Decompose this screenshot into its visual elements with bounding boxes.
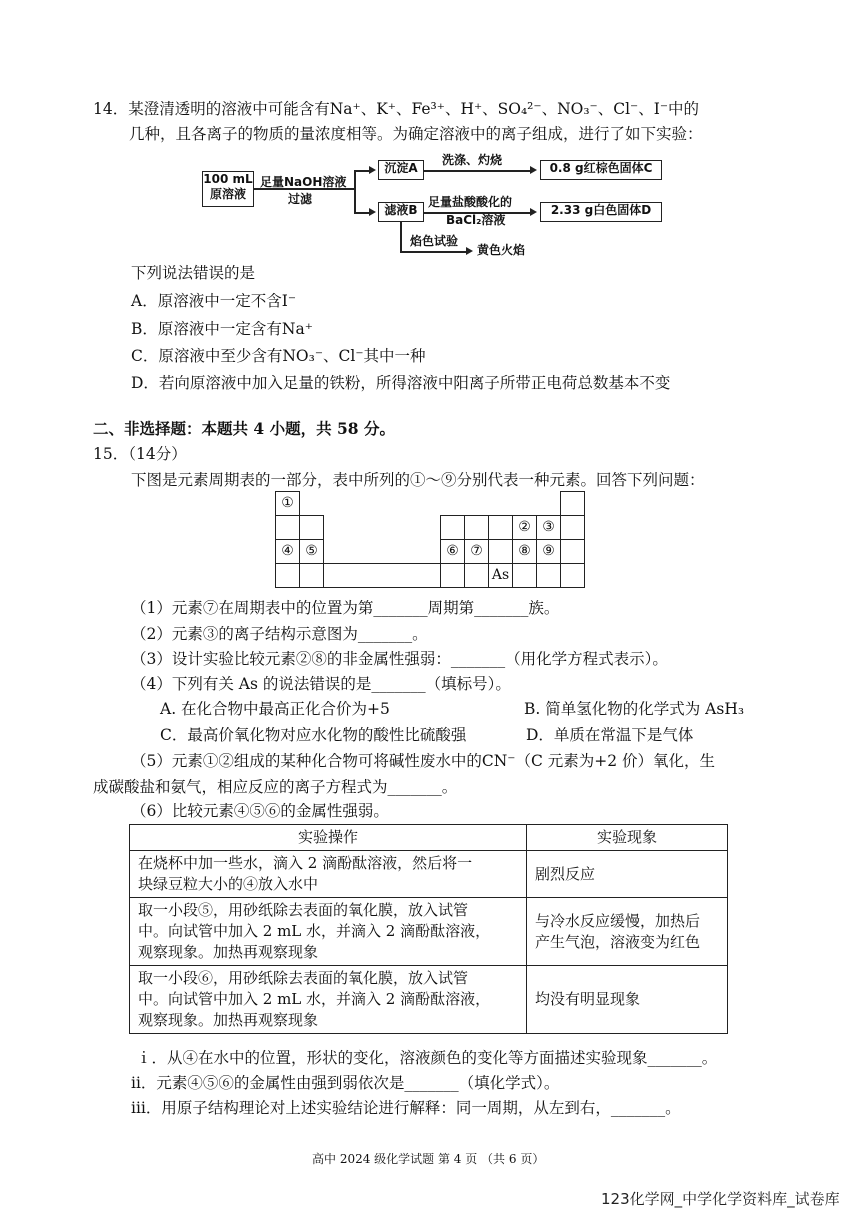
pt-cell [464, 563, 489, 588]
flow-line [400, 251, 466, 253]
q15-sub1: （1）元素⑦在周期表中的位置为第_______周期第_______族。 [131, 599, 560, 617]
flow-step1-top: 足量NaOH溶液 [260, 175, 347, 189]
operation-line: 中。向试管中加入 2 mL 水，并滴入 2 滴酚酞溶液， [138, 922, 491, 940]
flow-line [424, 170, 530, 172]
q15-sub6-iii: ⅲ．用原子结构理论对上述实验结论进行解释：同一周期，从左到右，_______。 [131, 1099, 681, 1117]
q15-sub3: （3）设计实验比较元素②⑧的非金属性强弱：_______（用化学方程式表示）。 [131, 650, 668, 668]
arrow-icon [530, 166, 537, 174]
operation-cell [130, 966, 527, 1034]
pt-as: As [491, 567, 510, 583]
pt-cell [464, 539, 489, 564]
pt-cell [464, 515, 489, 540]
q15-sub4: （4）下列有关 As 的说法错误的是_______（填标号）。 [131, 675, 511, 693]
pt-cell [440, 563, 465, 588]
pt-cell [512, 539, 537, 564]
flow-precipitate: 沉淀A [384, 161, 418, 175]
pt-cell [275, 539, 300, 564]
pt-cell [536, 515, 561, 540]
arrow-icon [530, 208, 537, 216]
flow-flame-label: 焰色试验 [410, 234, 459, 248]
pt-cell [488, 563, 513, 588]
arrow-icon [369, 208, 376, 216]
q14-option-c: C．原溶液中至少含有NO₃⁻、Cl⁻其中一种 [131, 347, 426, 365]
q15-intro: 下图是元素周期表的一部分，表中所列的①～⑨分别代表一种元素。回答下列问题： [131, 471, 705, 489]
flow-solid-d: 2.33 g白色固体D [550, 203, 652, 217]
pt-transition-block [323, 563, 441, 588]
flow-start-box [202, 171, 254, 207]
phenomenon-line: 与冷水反应缓慢，加热后 [535, 911, 701, 930]
pt-cell [560, 491, 585, 516]
q15-sub4-b: B. 简单氢化物的化学式为 AsH₃ [524, 700, 745, 718]
q15-sub4-a: A. 在化合物中最高正化合价为+5 [160, 700, 390, 718]
pt-cell [560, 563, 585, 588]
operation-line: 观察现象。加热再观察现象 [138, 943, 319, 961]
pt-cell [299, 539, 324, 564]
section-heading: 二、非选择题：本题共 4 小题，共 58 分。 [93, 419, 395, 438]
pt-e8: ⑧ [518, 543, 531, 559]
pt-cell [488, 515, 513, 540]
q15-sub5-line2: 成碳酸盐和氨气，相应反应的离子方程式为_______。 [93, 778, 458, 796]
flow-step1-bottom: 过滤 [288, 192, 313, 206]
flow-flame-result: 黄色火焰 [477, 243, 526, 257]
phenomenon-line: 产生气泡，溶液变为红色 [535, 932, 701, 951]
flow-line [400, 222, 402, 252]
q14-line2: 几种，且各离子的物质的量浓度相等。为确定溶液中的离子组成，进行了如下实验： [129, 125, 703, 143]
phenomenon-cell [527, 898, 728, 966]
operation-line: 取一小段⑥，用砂纸除去表面的氧化膜，放入试管 [138, 969, 469, 987]
flow-filtrate: 滤液B [384, 203, 418, 217]
header-operation: 实验操作 [130, 825, 527, 851]
operation-line: 观察现象。加热再观察现象 [138, 1011, 319, 1029]
pt-cell [488, 539, 513, 564]
flow-precipitate-box [378, 160, 424, 180]
arrow-icon [466, 247, 473, 255]
q14-line1: 14．某澄清透明的溶液中可能含有Na⁺、K⁺、Fe³⁺、H⁺、SO₄²⁻、NO₃⁻、Cl⁻、I⁻中的 [93, 100, 700, 118]
flow-branch [354, 170, 356, 213]
q15-sub4-d: D．单质在常温下是气体 [526, 726, 694, 744]
table-row [130, 966, 728, 1034]
phenomenon-cell [527, 966, 728, 1034]
flow-wash-label: 洗涤、灼烧 [442, 153, 503, 167]
flow-acid-label2: BaCl₂溶液 [446, 213, 506, 227]
flow-solid-c-box [540, 160, 662, 180]
q15-sub6-i: ｉ．从④在水中的位置，形状的变化，溶液颜色的变化等方面描述实验现象_______。 [136, 1049, 718, 1067]
header-phenomenon: 实验现象 [527, 825, 728, 851]
q14-option-b: B．原溶液中一定含有Na⁺ [131, 320, 313, 338]
watermark-text: 123化学网_中学化学资料库_试卷库 [601, 1190, 840, 1208]
table-row [130, 898, 728, 966]
phenomenon-cell [527, 851, 728, 898]
pt-e5: ⑤ [305, 543, 318, 559]
flow-solid-c: 0.8 g红棕色固体C [549, 161, 653, 175]
pt-e3: ③ [542, 519, 555, 535]
phenomenon-line: 剧烈反应 [535, 864, 596, 883]
pt-e9: ⑨ [542, 543, 555, 559]
flow-line [354, 212, 370, 214]
page-footer: 高中 2024 级化学试题 第 4 页 （共 6 页） [312, 1152, 545, 1166]
q15-sub2: （2）元素③的离子结构示意图为_______。 [131, 625, 428, 643]
pt-cell [299, 563, 324, 588]
q14-option-d: D．若向原溶液中加入足量的铁粉，所得溶液中阳离子所带正电荷总数基本不变 [131, 374, 671, 392]
pt-e7: ⑦ [470, 543, 483, 559]
q15-number: 15．（14分） [93, 445, 187, 463]
pt-cell [512, 515, 537, 540]
pt-e6: ⑥ [446, 543, 459, 559]
q14-question: 下列说法错误的是 [131, 264, 256, 282]
operation-line: 在烧杯中加一些水，滴入 2 滴酚酞溶液，然后将一 [138, 854, 473, 872]
pt-cell [440, 515, 465, 540]
flow-acid-label1: 足量盐酸酸化的 [428, 195, 513, 209]
q15-sub6: （6）比较元素④⑤⑥的金属性强弱。 [131, 802, 389, 820]
pt-cell [536, 563, 561, 588]
flow-solid-d-box [540, 202, 662, 222]
pt-cell [560, 515, 585, 540]
pt-cell [299, 515, 324, 540]
pt-cell [440, 539, 465, 564]
table-row [130, 851, 728, 898]
pt-cell [275, 563, 300, 588]
pt-e4: ④ [281, 543, 294, 559]
pt-cell [275, 491, 300, 516]
operation-line: 块绿豆粒大小的④放入水中 [138, 875, 319, 893]
flow-start-line2: 原溶液 [209, 187, 246, 201]
flow-filtrate-box [378, 202, 424, 222]
q14-option-a: A．原溶液中一定不含I⁻ [131, 292, 296, 310]
q15-sub6-ii: ⅱ．元素④⑤⑥的金属性由强到弱依次是_______（填化学式）。 [131, 1074, 560, 1092]
phenomenon-line: 均没有明显现象 [535, 990, 641, 1008]
q15-sub4-c: C．最高价氧化物对应水化物的酸性比硫酸强 [160, 726, 467, 744]
pt-e1: ① [281, 495, 294, 511]
operation-cell [130, 851, 527, 898]
pt-cell [275, 515, 300, 540]
operation-line: 取一小段⑤，用砂纸除去表面的氧化膜，放入试管 [138, 901, 469, 919]
operation-cell [130, 898, 527, 966]
flow-line [354, 170, 370, 172]
table-header-row [130, 825, 728, 851]
pt-e2: ② [518, 519, 531, 535]
experiment-table [129, 824, 728, 1034]
pt-cell [536, 539, 561, 564]
q15-sub5-line1: （5）元素①②组成的某种化合物可将碱性废水中的CN⁻（C 元素为+2 价）氧化，生 [131, 752, 716, 770]
pt-cell [512, 563, 537, 588]
operation-line: 中。向试管中加入 2 mL 水，并滴入 2 滴酚酞溶液， [138, 990, 491, 1008]
flow-start-line1: 100 mL [203, 172, 253, 186]
pt-cell [560, 539, 585, 564]
arrow-icon [369, 166, 376, 174]
